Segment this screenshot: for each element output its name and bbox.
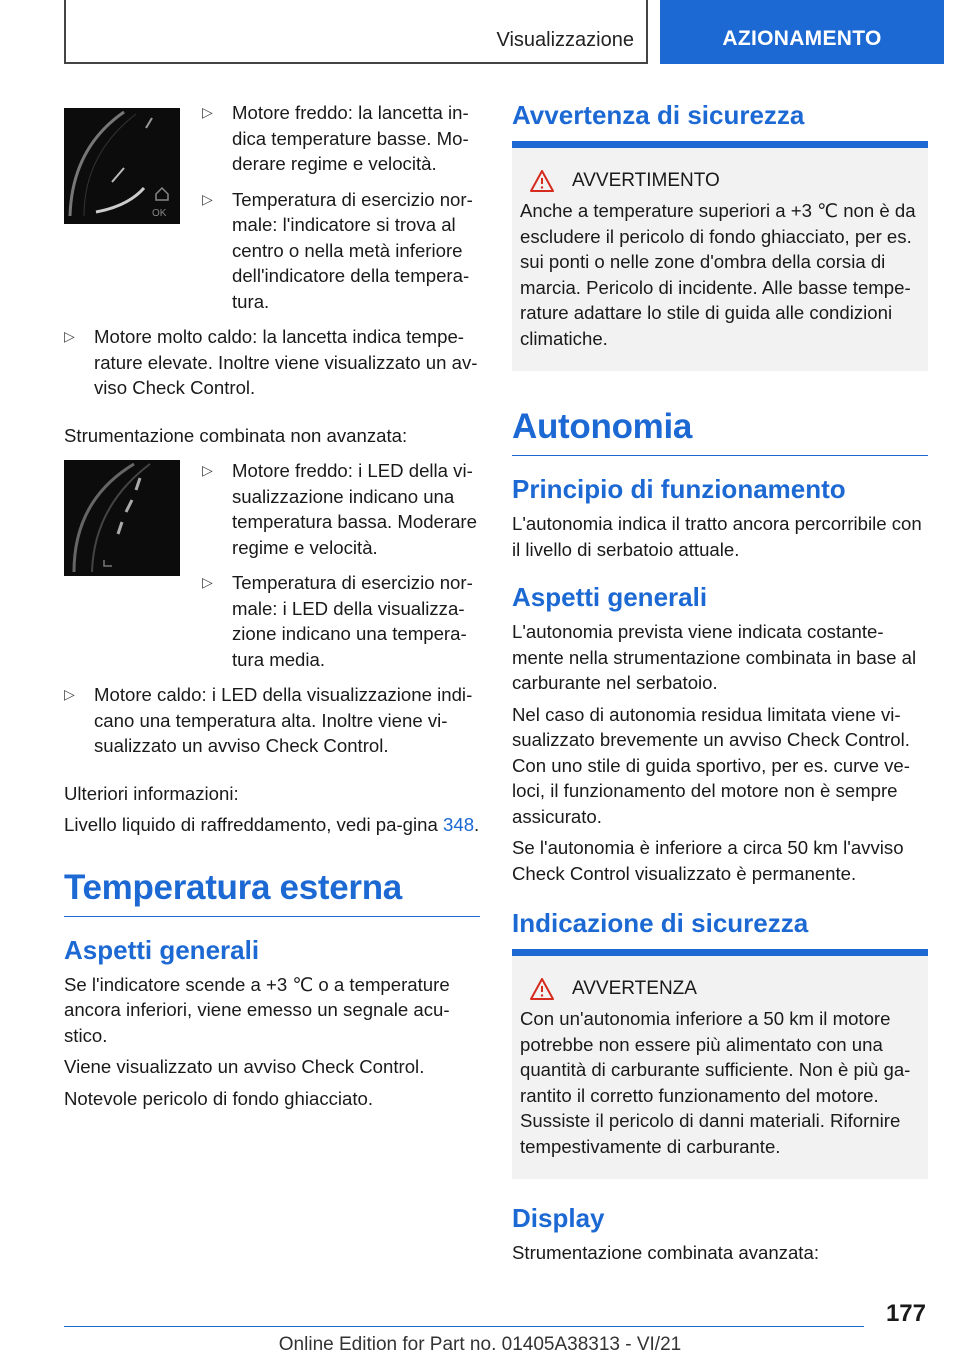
general-paragraph: L'autonomia prevista viene indicata costante-mente nella strumentazione combinata in base al carburante nel serbatoio. <box>512 621 917 693</box>
principle-title: Principio di funzionamento <box>512 474 846 504</box>
warning-text: Anche a temperature superiori a +3 ℃ non è da escludere il pericolo di fondo ghiacciato, per es. sui ponti o nelle zone d'ombra della corsia di marcia. Pericolo di incidente. Alle basse tempe-rature adattare lo stile di guida alle condizioni climatiche. <box>520 200 916 349</box>
list-item: ▷ Motore freddo: i LED della vi-sualizzazione indicano una temperatura bassa. Moderare regime e velocità. <box>202 460 477 558</box>
display-title: Display <box>512 1203 605 1233</box>
triangle-bullet-icon: ▷ <box>202 104 213 120</box>
header-section: Visualizzazione <box>496 29 634 51</box>
outside-paragraph: Notevole pericolo di fondo ghiacciato. <box>64 1087 374 1109</box>
page-number: 177 <box>885 1300 926 1327</box>
warning-triangle-icon <box>530 978 554 1000</box>
left-column <box>64 100 480 1111</box>
footer-edition: Online Edition for Part no. 01405A38313 - VI/21 <box>278 1334 682 1355</box>
outside-paragraph: Se l'indicatore scende a +3 ℃ o a temperature ancora inferiori, viene emesso un segnale acu-stico. <box>64 973 450 1046</box>
led-hot-list <box>64 682 480 759</box>
cold-normal-list <box>202 100 480 324</box>
general-paragraph: Se l'autonomia è inferiore a circa 50 km l'avviso Check Control visualizzato è permanente. <box>512 837 904 884</box>
autonomy-title: Autonomia <box>512 407 928 456</box>
display-text: Strumentazione combinata avanzata: <box>512 1242 819 1263</box>
non-advanced-heading: Strumentazione combinata non avanzata: <box>64 424 408 446</box>
gauge-block-advanced <box>64 100 480 324</box>
safety-indication-title: Indicazione di sicurezza <box>512 908 928 956</box>
safety-warning-title: Avvertenza di sicurezza <box>512 100 928 148</box>
warning-box <box>512 148 928 371</box>
led-gauge-image <box>64 460 180 576</box>
more-info-label: Ulteriori informazioni: <box>64 782 239 804</box>
triangle-bullet-icon: ▷ <box>202 190 213 207</box>
outside-temperature-title: Temperatura esterna <box>64 868 480 917</box>
header-chapter: AZIONAMENTO <box>660 0 944 64</box>
principle-text: L'autonomia indica il tratto ancora percorribile con il livello di serbatoio attuale. <box>512 513 922 560</box>
header-box <box>64 0 648 64</box>
gauge-ok-label: OK <box>152 208 167 219</box>
general-paragraph: Nel caso di autonomia residua limitata viene vi-sualizzato brevemente un avviso Check Control. Con uno stile di guida sportivo, per es. curve ve-loci, il funzionamento del motore non è sempre assicurato. <box>512 703 910 827</box>
list-item: ▷ Temperatura di esercizio nor-male: i LED della visualizza-zione indicano una tempera-tura media. <box>202 572 473 670</box>
footer-rule <box>64 1326 864 1327</box>
page-link[interactable]: 348 <box>443 814 475 835</box>
warning-text: Con un'autonomia inferiore a 50 km il motore potrebbe non essere più alimentato con una quantità di carburante sufficiente. Non è più ga-rantito il corretto funzionamento del motore. Sussiste il pericolo di danni materiali. Rifornire tempestivamente di carburante. <box>520 1008 911 1157</box>
list-item: ▷ Temperatura di esercizio nor-male: l'indicatore si trova al centro o nella metà inferiore dell'indicatore della tempera-tura. <box>202 188 473 312</box>
triangle-bullet-icon: ▷ <box>64 328 75 344</box>
temperature-gauge-image <box>64 108 180 224</box>
right-column <box>512 100 928 1266</box>
list-item: ▷ Motore freddo: la lancetta in-dica temperature basse. Mo-derare regime e velocità. <box>202 102 469 174</box>
outside-general-title: Aspetti generali <box>64 934 260 965</box>
list-item: ▷ Motore caldo: i LED della visualizzazione indi-cano una temperatura alta. Inoltre viene vi-sualizzato un avviso Check Control. <box>64 684 473 756</box>
triangle-bullet-icon: ▷ <box>202 574 213 590</box>
hot-list <box>64 324 480 401</box>
warning-label: AVVERTIMENTO <box>572 170 720 191</box>
outside-paragraph: Viene visualizzato un avviso Check Control. <box>64 1056 425 1077</box>
warning-label: AVVERTENZA <box>572 978 697 999</box>
triangle-bullet-icon: ▷ <box>64 686 75 702</box>
general-title: Aspetti generali <box>512 582 708 612</box>
warning-triangle-icon <box>530 170 554 192</box>
coolant-reference: Livello liquido di raffreddamento, vedi pa-gina 348. <box>64 814 480 835</box>
triangle-bullet-icon: ▷ <box>202 462 213 478</box>
list-item: ▷ Motore molto caldo: la lancetta indica tempe-rature elevate. Inoltre viene visualizzato un av-viso Check Control. <box>64 326 478 398</box>
led-cold-normal-list <box>202 458 480 682</box>
gauge-block-basic <box>64 458 480 682</box>
warning-box <box>512 956 928 1179</box>
